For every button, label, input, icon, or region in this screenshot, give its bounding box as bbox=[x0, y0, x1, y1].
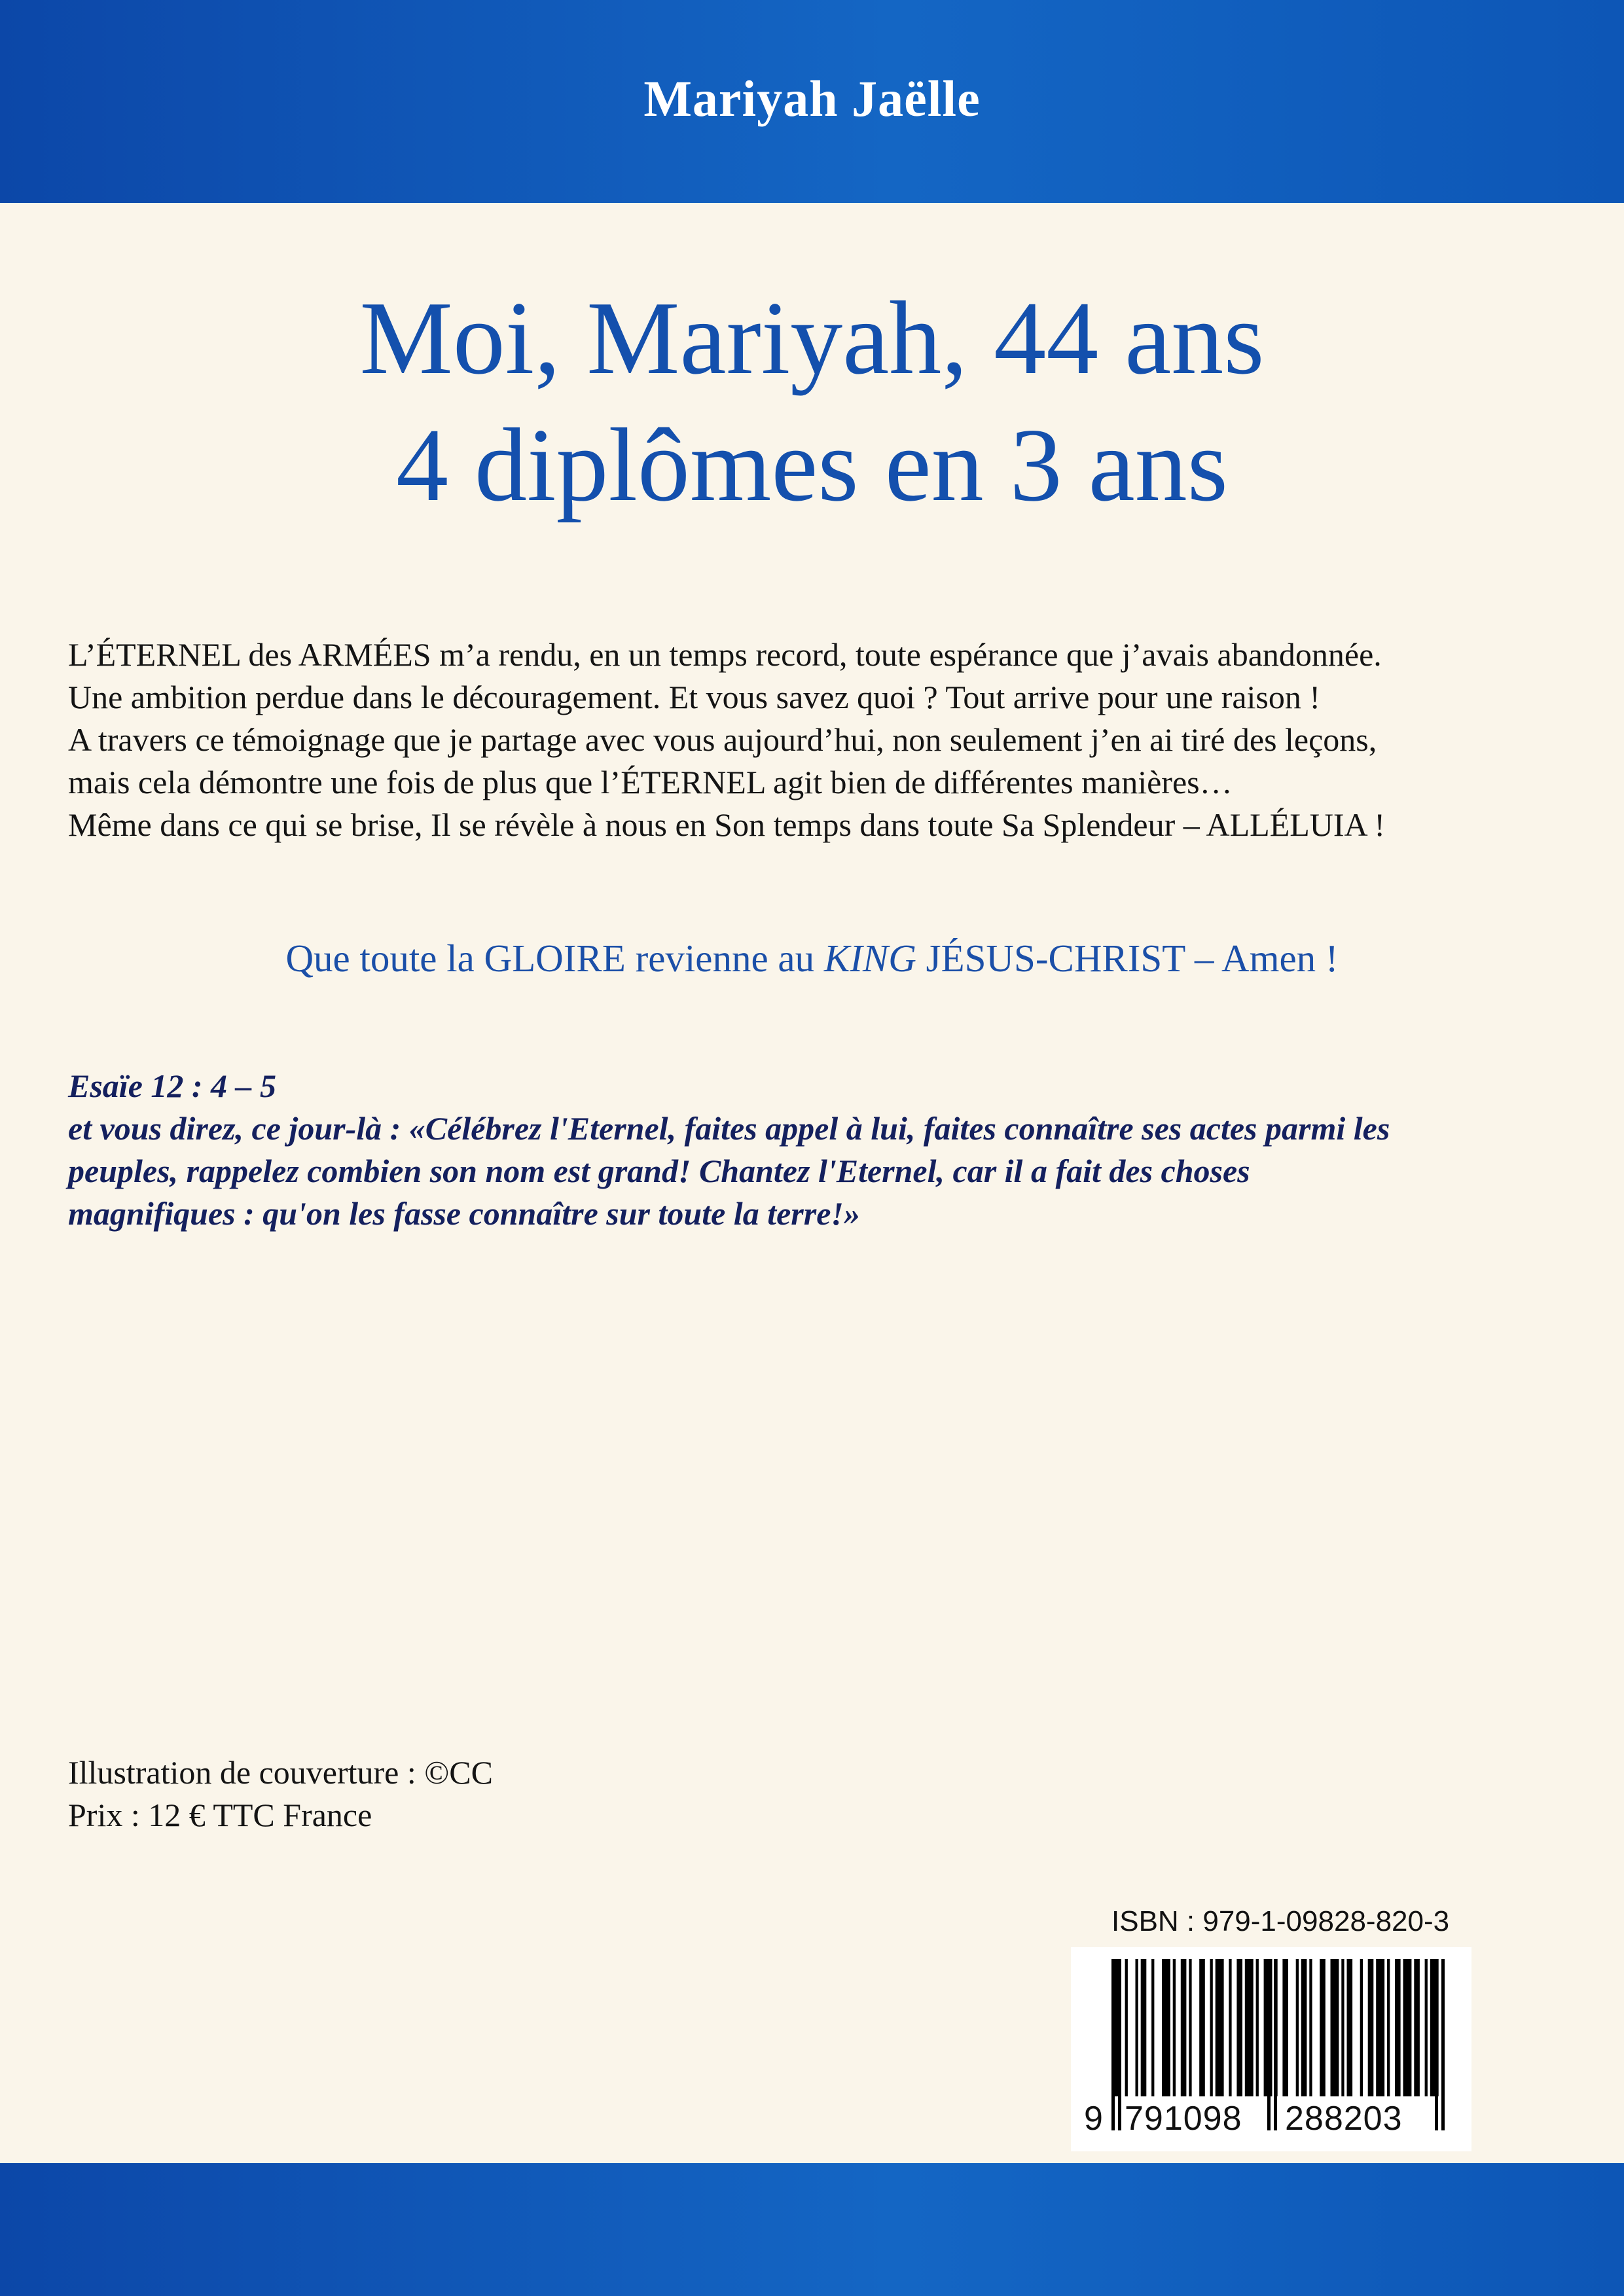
gloire-line bbox=[0, 936, 1624, 981]
bible-verse bbox=[68, 1065, 1587, 1235]
price: Prix : 12 € TTC France bbox=[68, 1797, 372, 1833]
book-title-line-1: Moi, Mariyah, 44 ans bbox=[359, 279, 1265, 396]
credits bbox=[68, 1751, 493, 1837]
verse-reference: Esaïe 12 : 4 – 5 bbox=[68, 1067, 277, 1104]
gloire-after: JÉSUS-CHRIST – Amen ! bbox=[916, 937, 1339, 980]
barcode-digits-left: 791098 bbox=[1125, 2100, 1242, 2138]
blurb-line: Une ambition perdue dans le découragement. Et vous savez quoi ? Tout arrive pour une raison ! bbox=[68, 679, 1321, 715]
footer-band bbox=[0, 2163, 1624, 2296]
blurb-line: A travers ce témoignage que je partage avec vous aujourd’hui, non seulement j’en ai tiré des leçons, bbox=[68, 721, 1377, 758]
book-title-line-2: 4 diplômes en 3 ans bbox=[396, 406, 1228, 523]
blurb-line: Même dans ce qui se brise, Il se révèle à nous en Son temps dans toute Sa Splendeur – ALLÉLUIA ! bbox=[68, 806, 1386, 843]
verse-line: magnifiques : qu'on les fasse connaître sur toute la terre!» bbox=[68, 1195, 860, 1232]
gloire-before: Que toute la GLOIRE revienne au bbox=[285, 937, 824, 980]
illustration-credit: Illustration de couverture : ©CC bbox=[68, 1754, 493, 1791]
barcode-digits-right: 288203 bbox=[1285, 2100, 1403, 2138]
barcode-digit-first: 9 bbox=[1084, 2100, 1104, 2138]
isbn-label: ISBN : 979-1-09828-820-3 bbox=[1111, 1905, 1450, 1937]
blurb bbox=[68, 634, 1574, 846]
header-band bbox=[0, 0, 1624, 203]
blurb-line: L’ÉTERNEL des ARMÉES m’a rendu, en un temps record, toute espérance que j’avais abandonnée. bbox=[68, 636, 1382, 673]
gloire-king: KING bbox=[823, 937, 916, 980]
barcode bbox=[1071, 1947, 1471, 2151]
verse-line: peuples, rappelez combien son nom est grand! Chantez l'Eternel, car il a fait des choses bbox=[68, 1153, 1250, 1189]
blurb-line: mais cela démontre une fois de plus que l’ÉTERNEL agit bien de différentes manières… bbox=[68, 764, 1233, 800]
verse-line: et vous direz, ce jour-là : «Célébrez l'Eternel, faites appel à lui, faites connaître ses actes parmi les bbox=[68, 1110, 1390, 1147]
author-name: Mariyah Jaëlle bbox=[643, 70, 981, 127]
